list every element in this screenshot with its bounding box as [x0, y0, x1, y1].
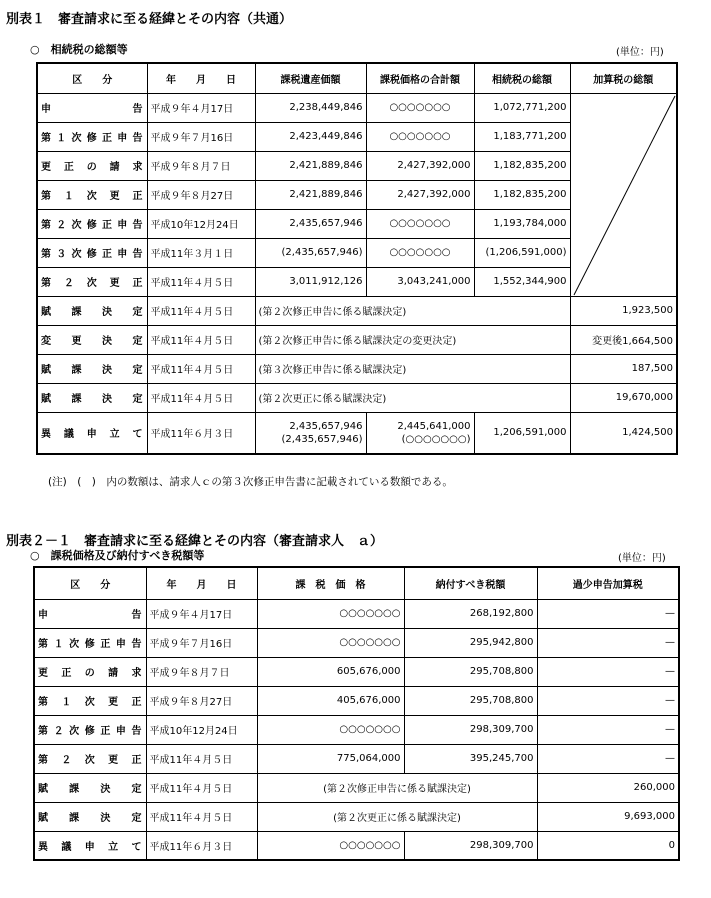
- row-value-pair: [366, 412, 474, 454]
- row-value: ○○○○○○○: [257, 831, 404, 860]
- row-date: 平成９年４月17日: [146, 599, 257, 628]
- row-label: 異議申立て: [37, 412, 147, 454]
- row-value: 3,043,241,000: [366, 267, 474, 296]
- header-category: 区 分: [34, 567, 146, 599]
- row-date: 平成11年４月５日: [146, 773, 257, 802]
- header-tax-payable: 納付すべき税額: [404, 567, 537, 599]
- doc1-note: (注) ( ) 内の数額は、請求人ｃの第３次修正申告書に記載されている数額である。: [48, 476, 453, 488]
- header-total-taxable-price: 課税価格の合計額: [366, 63, 474, 93]
- header-date: 年 月 日: [147, 63, 255, 93]
- row-label: 第１次更正: [34, 686, 146, 715]
- row-date: 平成11年４月５日: [147, 325, 255, 354]
- doc1-title: 別表１ 審査請求に至る経緯とその内容（共通）: [6, 12, 293, 27]
- row-value-bracketed: (○○○○○○○): [401, 433, 471, 445]
- decision-row: [37, 325, 677, 354]
- row-value: 1,183,771,200: [474, 122, 570, 151]
- row-label: 第２次更正: [37, 267, 147, 296]
- row-value: 295,708,800: [404, 686, 537, 715]
- header-date: 年 月 日: [146, 567, 257, 599]
- table-1-header-row: [37, 63, 677, 93]
- table-row: [34, 628, 679, 657]
- row-value: 2,427,392,000: [366, 151, 474, 180]
- row-value: ○○○○○○○: [366, 122, 474, 151]
- row-value: 295,942,800: [404, 628, 537, 657]
- row-value: 1,072,771,200: [474, 93, 570, 122]
- header-total-inheritance-tax: 相続税の総額: [474, 63, 570, 93]
- objection-row: [34, 831, 679, 860]
- row-label: 異議申立て: [34, 831, 146, 860]
- doc2-title: 別表２－１ 審査請求に至る経緯とその内容（審査請求人 ａ）: [6, 534, 384, 549]
- row-label: 申 告: [34, 599, 146, 628]
- row-label: 賦課決定: [34, 802, 146, 831]
- row-label: 第３次修正申告: [37, 238, 147, 267]
- row-date: 平成９年４月17日: [147, 93, 255, 122]
- row-date: 平成10年12月24日: [147, 209, 255, 238]
- row-value: 2,427,392,000: [366, 180, 474, 209]
- row-label: 第２次修正申告: [37, 209, 147, 238]
- objection-row: [37, 412, 677, 454]
- table-row: [34, 744, 679, 773]
- doc2-subtitle: ○ 課税価格及び納付すべき税額等: [30, 549, 205, 562]
- row-value: 1,206,591,000: [474, 412, 570, 454]
- row-value: 2,435,657,946: [255, 209, 366, 238]
- row-value: (2,435,657,946): [255, 238, 366, 267]
- row-date: 平成11年４月５日: [147, 267, 255, 296]
- row-value: 3,011,912,126: [255, 267, 366, 296]
- row-description: (第２次修正申告に係る賦課決定): [257, 773, 537, 802]
- row-value: ○○○○○○○: [366, 93, 474, 122]
- row-value: 268,192,800: [404, 599, 537, 628]
- row-date: 平成９年８月27日: [146, 686, 257, 715]
- row-label: 第１次修正申告: [37, 122, 147, 151]
- doc1-subtitle: ○ 相続税の総額等: [30, 43, 128, 56]
- doc2-unit: (単位：円): [618, 553, 666, 564]
- row-date: 平成11年４月５日: [146, 744, 257, 773]
- doc1-unit: (単位：円): [616, 47, 664, 58]
- row-value: 1,182,835,200: [474, 180, 570, 209]
- row-amount: 9,693,000: [537, 802, 679, 831]
- decision-row: [37, 296, 677, 325]
- row-description: (第２次更正に係る賦課決定): [255, 383, 570, 412]
- row-date: 平成11年４月５日: [146, 802, 257, 831]
- row-value: ○○○○○○○: [257, 599, 404, 628]
- row-value: —: [537, 744, 679, 773]
- row-description: (第２次更正に係る賦課決定): [257, 802, 537, 831]
- row-value: 775,064,000: [257, 744, 404, 773]
- row-value: 2,238,449,846: [255, 93, 366, 122]
- header-taxable-price: 課 税 価 格: [257, 567, 404, 599]
- table-row: [34, 599, 679, 628]
- table-row: [37, 93, 677, 122]
- decision-row: [34, 802, 679, 831]
- row-value-bracketed: (2,435,657,946): [281, 433, 363, 445]
- row-value: —: [537, 599, 679, 628]
- row-value: 2,423,449,846: [255, 122, 366, 151]
- row-amount: 19,670,000: [570, 383, 677, 412]
- row-label: 賦課決定: [34, 773, 146, 802]
- header-category: 区 分: [37, 63, 147, 93]
- row-value: 298,309,700: [404, 715, 537, 744]
- row-date: 平成９年８月27日: [147, 180, 255, 209]
- row-label: 第２次修正申告: [34, 715, 146, 744]
- row-value: 0: [537, 831, 679, 860]
- row-description: (第２次修正申告に係る賦課決定の変更決定): [255, 325, 570, 354]
- row-date: 平成11年６月３日: [146, 831, 257, 860]
- row-value: (1,206,591,000): [474, 238, 570, 267]
- diagonal-line: [571, 94, 678, 297]
- row-date: 平成９年７月16日: [147, 122, 255, 151]
- diagonal-blank-cell: [570, 93, 677, 296]
- row-amount: 変更後1,664,500: [570, 325, 677, 354]
- row-value: 2,421,889,846: [255, 180, 366, 209]
- decision-row: [34, 773, 679, 802]
- row-value: ○○○○○○○: [366, 209, 474, 238]
- row-label: 第１次修正申告: [34, 628, 146, 657]
- row-date: 平成10年12月24日: [146, 715, 257, 744]
- row-date: 平成９年８月７日: [147, 151, 255, 180]
- row-value: 605,676,000: [257, 657, 404, 686]
- row-date: 平成９年７月16日: [146, 628, 257, 657]
- row-label: 申 告: [37, 93, 147, 122]
- row-value-pair: [255, 412, 366, 454]
- row-value: —: [537, 686, 679, 715]
- row-description: (第２次修正申告に係る賦課決定): [255, 296, 570, 325]
- row-label: 変更決定: [37, 325, 147, 354]
- row-value: 1,552,344,900: [474, 267, 570, 296]
- row-value: 1,182,835,200: [474, 151, 570, 180]
- decision-row: [37, 383, 677, 412]
- row-date: 平成11年４月５日: [147, 383, 255, 412]
- row-description: (第３次修正申告に係る賦課決定): [255, 354, 570, 383]
- row-value: 1,193,784,000: [474, 209, 570, 238]
- row-value: 2,421,889,846: [255, 151, 366, 180]
- row-value: 395,245,700: [404, 744, 537, 773]
- row-date: 平成11年４月５日: [147, 296, 255, 325]
- row-date: 平成11年６月３日: [147, 412, 255, 454]
- row-value: —: [537, 715, 679, 744]
- table-2-header-row: [34, 567, 679, 599]
- row-amount: 1,923,500: [570, 296, 677, 325]
- row-label: 第２次更正: [34, 744, 146, 773]
- row-amount: 187,500: [570, 354, 677, 383]
- row-label: 賦課決定: [37, 296, 147, 325]
- row-value: ○○○○○○○: [257, 628, 404, 657]
- row-amount: 260,000: [537, 773, 679, 802]
- row-value: 405,676,000: [257, 686, 404, 715]
- row-value: 2,445,641,000: [397, 420, 471, 432]
- row-value: 295,708,800: [404, 657, 537, 686]
- row-date: 平成11年４月５日: [147, 354, 255, 383]
- row-value: —: [537, 657, 679, 686]
- header-taxable-estate: 課税遺産価額: [255, 63, 366, 93]
- row-amount: 1,424,500: [570, 412, 677, 454]
- row-label: 第１次更正: [37, 180, 147, 209]
- row-label: 賦課決定: [37, 354, 147, 383]
- row-label: 更正の請求: [37, 151, 147, 180]
- header-underpayment-penalty: 過少申告加算税: [537, 567, 679, 599]
- header-total-additional-tax: 加算税の総額: [570, 63, 677, 93]
- row-label: 賦課決定: [37, 383, 147, 412]
- table-1: [36, 62, 678, 455]
- row-value: ○○○○○○○: [366, 238, 474, 267]
- decision-row: [37, 354, 677, 383]
- row-value: 298,309,700: [404, 831, 537, 860]
- row-value: 2,435,657,946: [289, 420, 363, 432]
- row-date: 平成11年３月１日: [147, 238, 255, 267]
- table-row: [34, 715, 679, 744]
- table-row: [34, 686, 679, 715]
- row-value: ○○○○○○○: [257, 715, 404, 744]
- table-2: [33, 566, 680, 861]
- row-label: 更正の請求: [34, 657, 146, 686]
- row-date: 平成９年８月７日: [146, 657, 257, 686]
- row-value: —: [537, 628, 679, 657]
- table-row: [34, 657, 679, 686]
